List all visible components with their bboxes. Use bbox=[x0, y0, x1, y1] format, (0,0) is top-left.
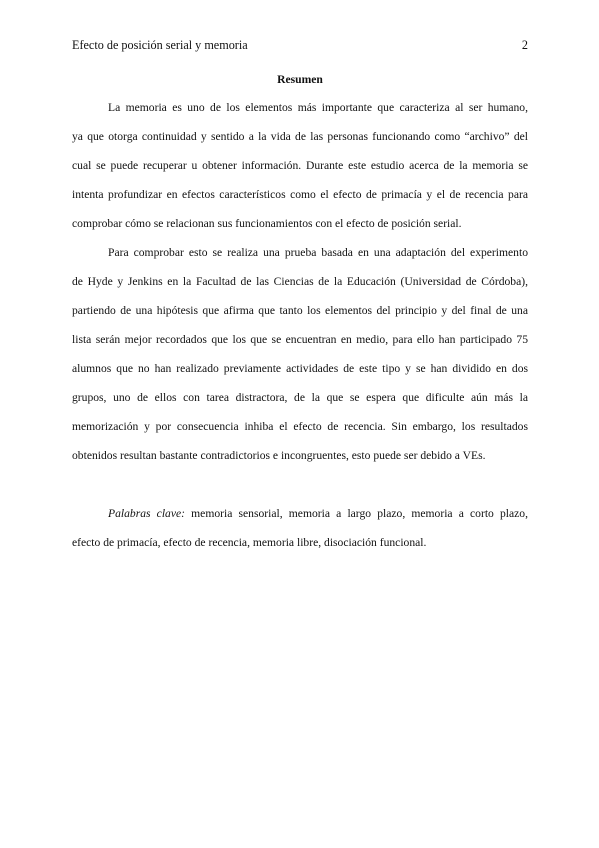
abstract-paragraph-2 bbox=[72, 238, 528, 470]
keywords-line-1 bbox=[72, 499, 528, 528]
paragraph-line: alumnos que no han realizado previamente actividades de este tipo y se han dividido en dos bbox=[72, 362, 528, 375]
paragraph-line: La memoria es uno de los elementos más importante que caracteriza al ser humano, bbox=[108, 101, 528, 114]
paragraph-line: partiendo de una hipótesis que afirma que tanto los elementos del principio y del final de una bbox=[72, 304, 528, 317]
abstract-paragraph-1 bbox=[72, 93, 528, 238]
abstract-title: Resumen bbox=[277, 73, 323, 86]
abstract-section bbox=[72, 69, 528, 557]
paragraph-line: memorización y por consecuencia inhiba el efecto de recencia. Sin embargo, los resultados bbox=[72, 420, 528, 433]
keywords bbox=[72, 499, 528, 557]
keywords-list-2: efecto de primacía, efecto de recencia, memoria libre, disociación funcional. bbox=[72, 536, 427, 549]
paragraph-line: lista serán mejor recordados que los que se encuentran en medio, para ello han participado 75 bbox=[72, 333, 528, 346]
paragraph-line: obtenidos resultan bastante contradictorios e incongruentes, esto puede ser debido a VEs. bbox=[72, 449, 486, 462]
paragraph-line: cual se puede recuperar u obtener información. Durante este estudio acerca de la memoria se bbox=[72, 159, 528, 172]
page-number: 2 bbox=[521, 38, 528, 52]
keywords-label: Palabras clave: bbox=[108, 507, 185, 520]
paragraph-line: grupos, uno de ellos con tarea distractora, de la que se espera que dificulte aún más la bbox=[72, 391, 528, 404]
paragraph-line: comprobar cómo se relacionan sus funcionamientos con el efecto de posición serial. bbox=[72, 217, 462, 230]
running-head bbox=[72, 37, 528, 53]
running-title: Efecto de posición serial y memoria bbox=[72, 38, 248, 52]
paragraph-line: Para comprobar esto se realiza una prueba basada en una adaptación del experimento bbox=[108, 246, 528, 259]
paragraph-line: intenta profundizar en efectos característicos como el efecto de primacía y el de recencia para bbox=[72, 188, 528, 201]
paragraph-line: ya que otorga continuidad y sentido a la vida de las personas funcionando como “archivo” del bbox=[72, 130, 528, 143]
keywords-list-1: memoria sensorial, memoria a largo plazo, memoria a corto plazo, bbox=[185, 507, 529, 520]
paragraph-line: de Hyde y Jenkins en la Facultad de las Ciencias de la Educación (Universidad de Córdoba), bbox=[72, 275, 528, 288]
